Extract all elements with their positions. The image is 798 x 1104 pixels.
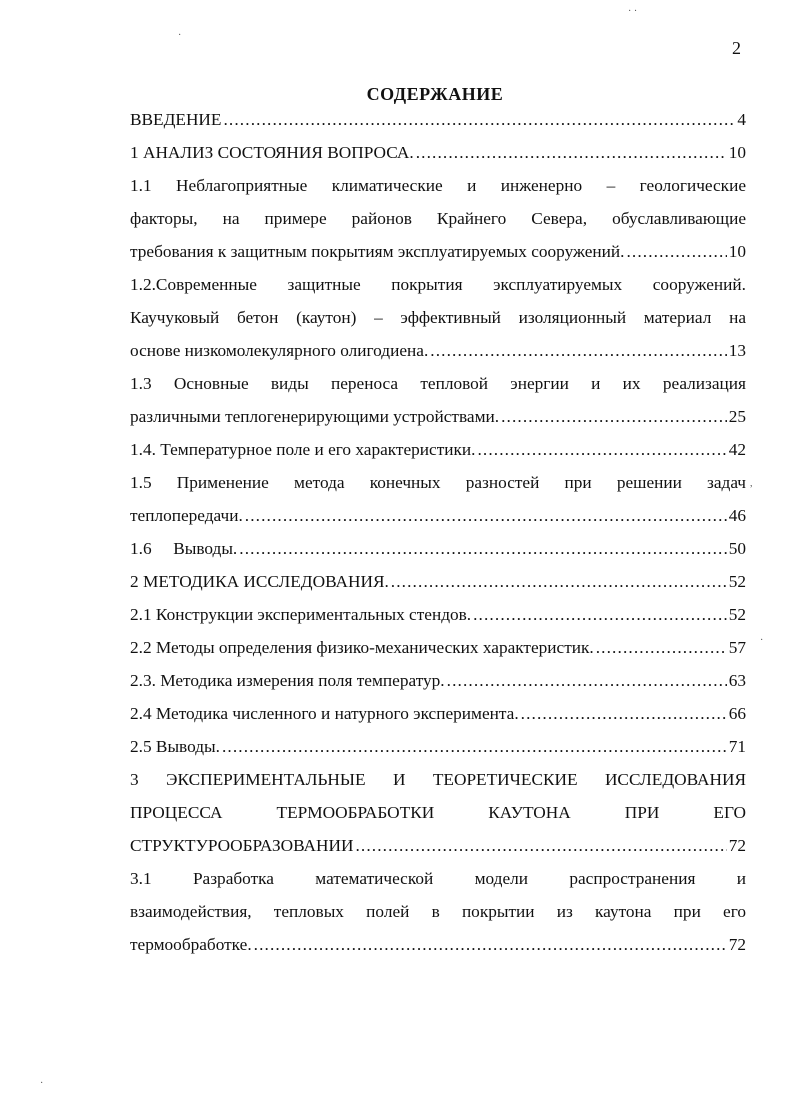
toc-entry-line: 1.5 Применение метода конечных разностей при решении задач: [130, 473, 746, 492]
toc-entry-title: 2.2 Методы определения физико-механических характеристик.: [130, 638, 594, 657]
toc-entry-last-line: [130, 103, 746, 136]
toc-entry-line: 3 ЭКСПЕРИМЕНТАЛЬНЫЕ И ТЕОРЕТИЧЕСКИЕ ИССЛЕДОВАНИЯ: [130, 770, 746, 789]
toc-entry-last-line: [130, 631, 746, 664]
dot-leader: [239, 532, 726, 565]
toc-entry-title: 1 АНАЛИЗ СОСТОЯНИЯ ВОПРОСА.: [130, 143, 414, 162]
toc-entry[interactable]: [130, 631, 746, 664]
dot-leader: [473, 598, 727, 631]
toc-entry-last-line: [130, 532, 746, 565]
toc-entry-page: 66: [728, 704, 746, 723]
toc-entry-last-line: [130, 598, 746, 631]
dot-leader: [222, 730, 727, 763]
toc-entry-title: 2.4 Методика численного и натурного эксперимента.: [130, 704, 519, 723]
toc-entry-page: 10: [728, 143, 746, 162]
toc-entry-line: 3.1 Разработка математической модели распространения и: [130, 869, 746, 888]
toc-entry-page: 42: [728, 440, 746, 459]
toc-entry-title: теплопередачи.: [130, 506, 243, 525]
scan-speck: ·: [40, 1078, 44, 1089]
toc-entry-last-line: [130, 730, 746, 763]
toc-entry-title: основе низкомолекулярного олигодиена.: [130, 341, 429, 360]
toc-entry-page: 52: [728, 605, 746, 624]
toc-entry[interactable]: [130, 136, 746, 169]
dot-leader: [521, 697, 727, 730]
dot-leader: [223, 103, 735, 136]
dot-leader: [596, 631, 727, 664]
toc-entry-last-line: [130, 565, 746, 598]
toc-entry-title: ВВЕДЕНИЕ: [130, 110, 222, 129]
toc-entry[interactable]: [130, 697, 746, 730]
toc-entry-title: требования к защитным покрытиям эксплуатируемых сооружений.: [130, 242, 625, 261]
toc-entry-title: термообработке.: [130, 935, 252, 954]
dot-leader: [391, 565, 727, 598]
toc-entry-page: 63: [728, 671, 746, 690]
toc-entry-page: 52: [728, 572, 746, 591]
dot-leader: [254, 928, 727, 961]
toc-entry-title: 1.6 Выводы.: [130, 539, 238, 558]
toc-entry-last-line: [130, 400, 746, 433]
toc-entry[interactable]: [130, 763, 746, 862]
toc-entry-page: 4: [737, 110, 746, 129]
scan-speck: ·: [178, 30, 182, 41]
dot-leader: [477, 433, 726, 466]
page-number: 2: [732, 38, 741, 58]
toc-entry-line: взаимодействия, тепловых полей в покрытии из каутона при его: [130, 902, 746, 921]
dot-leader: [430, 334, 726, 367]
dot-leader: [355, 829, 726, 862]
toc-entry[interactable]: [130, 532, 746, 565]
toc-entry-page: 46: [728, 506, 746, 525]
toc-entry-title: различными теплогенерирующими устройствами.: [130, 407, 500, 426]
toc-entry[interactable]: [130, 664, 746, 697]
toc-entry[interactable]: [130, 565, 746, 598]
toc-entry-last-line: [130, 136, 746, 169]
toc-entry-line: факторы, на примере районов Крайнего Севера, обуславливающие: [130, 209, 746, 228]
toc-entry-last-line: [130, 697, 746, 730]
toc-entry-last-line: [130, 235, 746, 268]
toc-entry-line: ПРОЦЕССА ТЕРМООБРАБОТКИ КАУТОНА ПРИ ЕГО: [130, 803, 746, 822]
toc-entry-last-line: [130, 433, 746, 466]
toc-entry-title: 2.5 Выводы.: [130, 737, 220, 756]
scan-speck: ,: [750, 478, 753, 489]
toc-entry-title: 2.3. Методика измерения поля температур.: [130, 671, 445, 690]
toc-entry[interactable]: [130, 598, 746, 631]
dot-leader: [501, 400, 727, 433]
toc-entry[interactable]: [130, 862, 746, 961]
toc-entry-last-line: [130, 664, 746, 697]
toc-entry-page: 72: [728, 935, 746, 954]
scan-speck: · ·: [628, 6, 638, 17]
toc-entry-line: Каучуковый бетон (каутон) – эффективный изоляционный материал на: [130, 308, 746, 327]
dot-leader: [626, 235, 726, 268]
toc-entry-page: 71: [728, 737, 746, 756]
toc-entry-page: 13: [728, 341, 746, 360]
dot-leader: [245, 499, 727, 532]
table-of-contents: [130, 103, 746, 961]
toc-entry-page: 10: [728, 242, 746, 261]
page-title: СОДЕРЖАНИЕ: [366, 84, 504, 104]
toc-entry-last-line: [130, 928, 746, 961]
toc-entry-title: 2 МЕТОДИКА ИССЛЕДОВАНИЯ.: [130, 572, 389, 591]
toc-entry-page: 50: [728, 539, 746, 558]
toc-entry-last-line: [130, 499, 746, 532]
toc-entry-line: 1.3 Основные виды переноса тепловой энергии и их реализация: [130, 374, 746, 393]
toc-entry[interactable]: [130, 103, 746, 136]
toc-entry-title: СТРУКТУРООБРАЗОВАНИИ: [130, 836, 354, 855]
toc-entry-line: 1.1 Неблагоприятные климатические и инженерно – геологические: [130, 176, 746, 195]
toc-entry[interactable]: [130, 367, 746, 433]
toc-entry[interactable]: [130, 466, 746, 532]
dot-leader: [447, 664, 727, 697]
toc-entry-title: 1.4. Температурное поле и его характеристики.: [130, 440, 476, 459]
toc-entry-page: 25: [728, 407, 746, 426]
toc-entry[interactable]: [130, 730, 746, 763]
toc-entry[interactable]: [130, 268, 746, 367]
dot-leader: [416, 136, 727, 169]
toc-entry-page: 57: [728, 638, 746, 657]
toc-entry-title: 2.1 Конструкции экспериментальных стендов.: [130, 605, 472, 624]
toc-entry[interactable]: [130, 169, 746, 268]
toc-entry-line: 1.2.Современные защитные покрытия эксплуатируемых сооружений.: [130, 275, 746, 294]
toc-entry-last-line: [130, 829, 746, 862]
toc-entry-page: 72: [728, 836, 746, 855]
toc-entry[interactable]: [130, 433, 746, 466]
scan-speck: ·: [760, 635, 764, 646]
toc-entry-last-line: [130, 334, 746, 367]
